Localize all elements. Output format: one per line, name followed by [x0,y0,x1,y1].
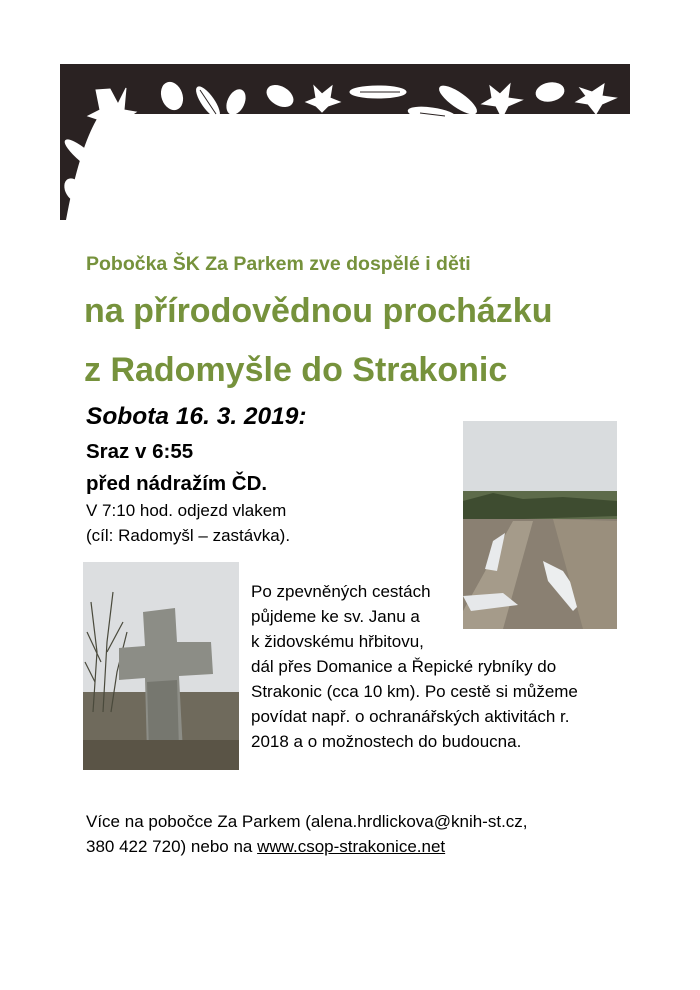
muddy-field-path-photo [463,421,617,629]
contact-line1: Více na pobočce Za Parkem (alena.hrdlickova@knih-st.cz, [86,812,528,831]
train-info-line1: V 7:10 hod. odjezd vlakem [86,501,287,520]
event-subtitle: Pobočka ŠK Za Parkem zve dospělé i děti [86,253,471,275]
meeting-time: Sraz v 6:55 [86,440,194,463]
event-date: Sobota 16. 3. 2019: [86,403,307,430]
leaf-banner [60,64,630,220]
description-line: k židovskému hřbitovu, [251,632,424,651]
event-title-line1: na přírodovědnou procházku [84,292,553,330]
description-line: povídat např. o ochranářských aktivitách r. [251,707,570,726]
train-info-line2: (cíl: Radomyšl – zastávka). [86,526,291,545]
description-line: Strakonic (cca 10 km). Po cestě si můžeme [251,682,578,701]
contact-phone-text: 380 422 720) nebo na [86,837,258,856]
contact-line2 [86,837,445,857]
description-line: 2018 a o možnostech do budoucna. [251,732,522,751]
description-line: Po zpevněných cestách [251,582,431,601]
description-line: půjdeme ke sv. Janu a [251,607,420,626]
stone-cross-photo [83,562,239,770]
event-title-line2: z Radomyšle do Strakonic [84,351,508,389]
meeting-place: před nádražím ČD. [86,472,268,495]
description-line: dál přes Domanice a Řepické rybníky do [251,657,557,676]
website-link[interactable]: www.csop-strakonice.net [257,837,446,856]
